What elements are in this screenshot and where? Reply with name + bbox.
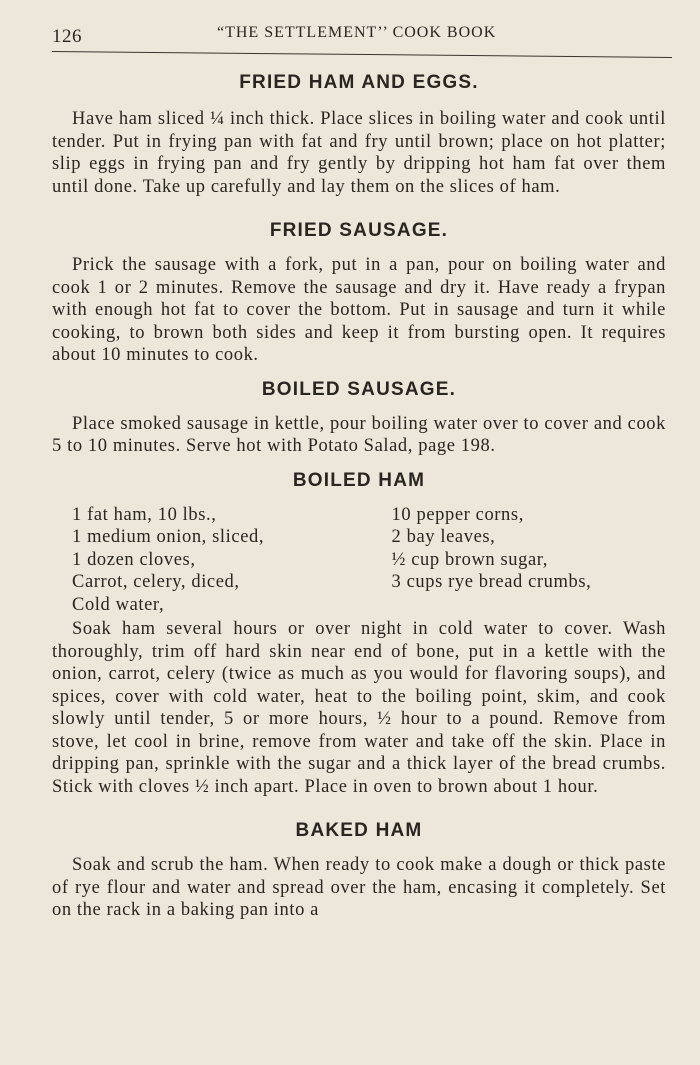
page-number: 126 — [52, 26, 82, 47]
recipe-title: FRIED SAUSAGE. — [269, 220, 449, 241]
ingredient-item: ½ cup brown sugar, — [391, 549, 549, 570]
ingredient-item: 3 cups rye bread crumbs, — [391, 572, 592, 592]
ingredient-column-right — [392, 504, 666, 617]
recipe-title: BOILED HAM — [292, 469, 426, 491]
recipe-instructions: Soak and scrub the ham. When ready to cook make a dough or thick paste of rye flour and water and spread over the ham, encasing it completely. Set on the rack in a baking pan into a — [52, 855, 666, 920]
recipe-title: BOILED SAUSAGE. — [261, 378, 457, 400]
ingredient-item: Carrot, celery, diced, — [72, 572, 240, 592]
ingredient-column-left — [72, 504, 392, 617]
ingredient-item: 1 dozen cloves, — [72, 549, 196, 570]
recipe-instructions: Soak ham several hours or over night in cold water to cover. Wash thoroughly, trim off hard skin near end of bone, put in a kettle with the onion, carrot, celery (twice as much as you would for flavoring soups), and spices, cover with cold water, heat to the boiling point, skim, and cook slowly until tender, 5 or more hours, ½ hour to a pound. Remove from stove, let cool in brine, remove from water and take off the skin. Place in dripping pan, sprinkle with the sugar and a thick layer of the bread crumbs. Stick with cloves ½ inch apart. Place in oven to brown about 1 hour. — [52, 619, 666, 797]
recipe-boiled-ham — [52, 470, 666, 799]
ingredient-item: 2 bay leaves, — [391, 527, 496, 547]
ingredient-item: 1 fat ham, 10 lbs., — [72, 504, 217, 525]
recipe-instructions: Prick the sausage with a fork, put in a pan, pour on boiling water and cook 1 or 2 minutes. Remove the sausage and dry it. Have ready a frypan with enough hot fat to cover the bottom. Put in sausage and turn it while cooking, to brown both sides and keep it from bursting open. It requires about 10 minutes to cook. — [52, 255, 666, 365]
recipe-fried-ham-and-eggs — [52, 72, 666, 198]
recipe-baked-ham — [52, 820, 666, 922]
recipe-fried-sausage — [52, 220, 666, 367]
running-head — [52, 18, 666, 50]
recipe-instructions: Have ham sliced ¼ inch thick. Place slices in boiling water and cook until tender. Put in frying pan with fat and fry until brown; place on hot platter; slip eggs in frying pan and fry gently by dripping hot ham fat over them until done. Take up carefully and lay them on the slices of ham. — [52, 109, 666, 197]
ingredient-item: 1 medium onion, sliced, — [72, 527, 265, 547]
header-rule — [52, 51, 672, 58]
ingredient-list — [72, 504, 666, 617]
ingredient-item: Cold water, — [72, 594, 165, 615]
recipe-title: FRIED HAM AND EGGS. — [239, 72, 479, 93]
recipe-title: BAKED HAM — [295, 820, 423, 841]
ingredient-item: 10 pepper corns, — [391, 504, 524, 525]
book-title: “THE SETTLEMENT’’ COOK BOOK — [217, 24, 497, 41]
recipe-boiled-sausage — [52, 379, 666, 458]
recipe-instructions: Place smoked sausage in kettle, pour boiling water over to cover and cook 5 to 10 minutes. Serve hot with Potato Salad, page 198. — [52, 413, 666, 456]
